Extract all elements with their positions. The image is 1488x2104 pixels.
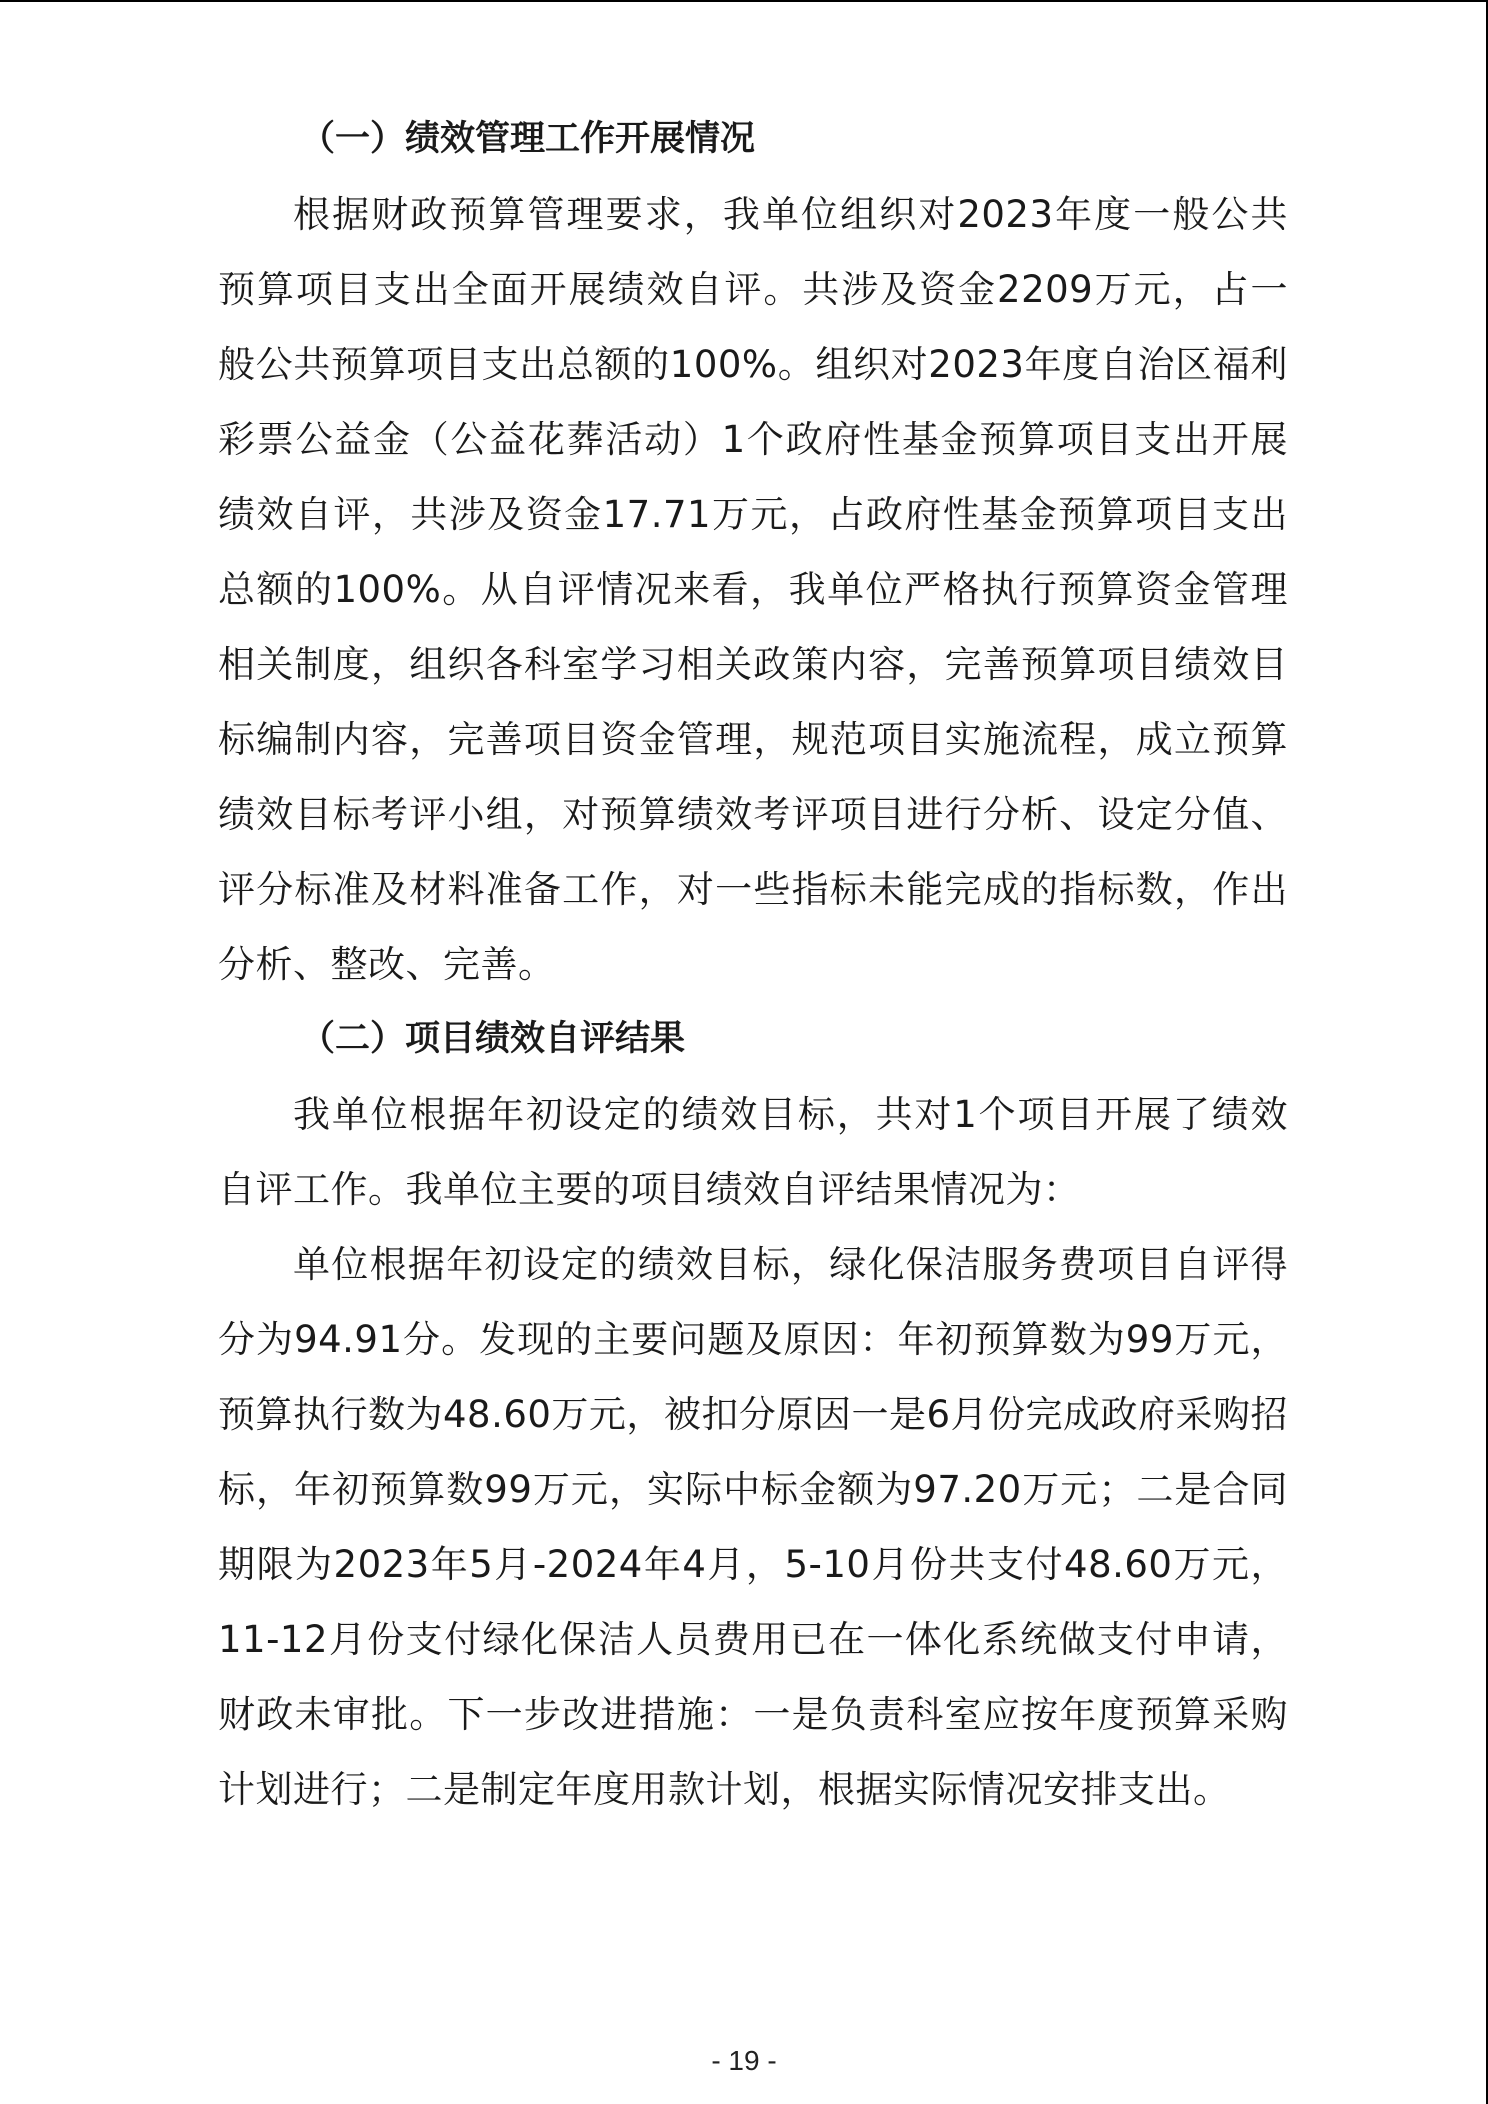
section-heading-performance-management: （一）绩效管理工作开展情况 (300, 119, 756, 159)
paragraph-performance-management: 根据财政预算管理要求，我单位组织对2023年度一般公共预算项目支出全面开展绩效自评。共涉及资金2209万元，占一般公共预算项目支出总额的100%。组织对2023年度自治区福利彩票公益金（公益花葬活动）1个政府性基金预算项目支出开展绩效自评，共涉及资金17.71万元，占政府性基金预算项目支出总额的100%。从自评情况来看，我单位严格执行预算资金管理相关制度，组织各科室学习相关政策内容，完善预算项目绩效目标编制内容，完善项目资金管理，规范项目实施流程，成立预算绩效目标考评小组，对预算绩效考评项目进行分析、设定分值、评分标准及材料准备工作，对一些指标未能完成的指标数，作出分析、整改、完善。 (218, 193, 1288, 986)
page-number: - 19 - (711, 2045, 777, 2076)
paragraph-self-evaluation-detail: 单位根据年初设定的绩效目标，绿化保洁服务费项目自评得分为94.91分。发现的主要问题及原因：年初预算数为99万元，预算执行数为48.60万元，被扣分原因一是6月份完成政府采购招标，年初预算数99万元，实际中标金额为97.20万元；二是合同期限为2023年5月-2024年4月，5-10月份共支付48.60万元，11-12月份支付绿化保洁人员费用已在一体化系统做支付申请，财政未审批。下一步改进措施：一是负责科室应按年度预算采购计划进行；二是制定年度用款计划，根据实际情况安排支出。 (218, 1243, 1288, 1811)
paragraph-self-evaluation-intro: 我单位根据年初设定的绩效目标，共对1个项目开展了绩效自评工作。我单位主要的项目绩效自评结果情况为： (218, 1093, 1288, 1211)
document-body (218, 102, 1288, 1827)
section-heading-self-evaluation-results: （二）项目绩效自评结果 (300, 1019, 686, 1059)
